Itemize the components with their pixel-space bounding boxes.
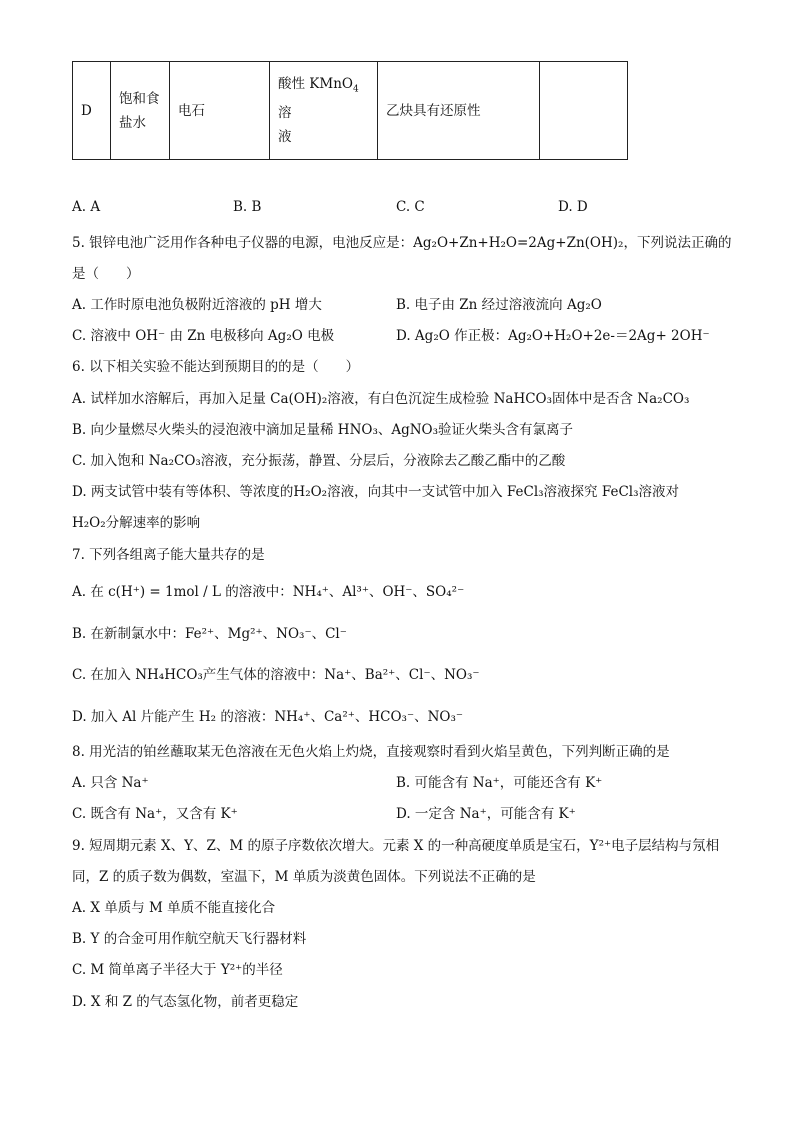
q7-stem: 7. 下列各组离子能大量共存的是	[72, 547, 265, 563]
q6-option-a[interactable]: A. 试样加水溶解后，再加入足量 Ca(OH)₂溶液，有白色沉淀生成检验 NaHCO₃固体中是否含 Na₂CO₃	[72, 391, 690, 407]
table-cell-conclusion: 乙炔具有还原性	[378, 62, 540, 160]
q5-stem-line1: 5. 银锌电池广泛用作各种电子仪器的电源，电池反应是：Ag₂O+Zn+H₂O=2Ag+Zn(OH)₂，下列说法正确的	[72, 235, 732, 251]
table-cell-reagent: 饱和食 盐水	[111, 62, 170, 160]
q7-option-d[interactable]: D. 加入 Al 片能产生 H₂ 的溶液：NH₄⁺、Ca²⁺、HCO₃⁻、NO₃⁻	[72, 709, 464, 725]
q5-option-a[interactable]: A. 工作时原电池负极附近溶液的 pH 增大	[72, 297, 322, 313]
table-cell-solid: 电石	[170, 62, 270, 160]
table-cell-solution: 酸性 KMnO$_4$溶 液	[270, 62, 378, 160]
q7-option-c[interactable]: C. 在加入 NH₄HCO₃产生气体的溶液中：Na⁺、Ba²⁺、Cl⁻、NO₃⁻	[72, 667, 480, 683]
q9-stem-line1: 9. 短周期元素 X、Y、Z、M 的原子序数依次增大。元素 X 的一种高硬度单质是宝石，Y²⁺电子层结构与氖相	[72, 838, 720, 854]
q8-option-d[interactable]: D. 一定含 Na⁺，可能含有 K⁺	[396, 806, 576, 822]
q4-option-a[interactable]: A. A	[72, 199, 101, 215]
q4-option-c[interactable]: C. C	[396, 199, 425, 215]
q6-option-c[interactable]: C. 加入饱和 Na₂CO₃溶液，充分振荡，静置、分层后，分液除去乙酸乙酯中的乙酸	[72, 453, 566, 469]
q4-option-b[interactable]: B. B	[233, 199, 262, 215]
table-cell-empty	[540, 62, 628, 160]
q8-stem: 8. 用光洁的铂丝蘸取某无色溶液在无色火焰上灼烧，直接观察时看到火焰呈黄色，下列判断正确的是	[72, 744, 670, 760]
q8-option-b[interactable]: B. 可能含有 Na⁺，可能还含有 K⁺	[396, 775, 603, 791]
q6-option-d-line1[interactable]: D. 两支试管中装有等体积、等浓度的H₂O₂溶液，向其中一支试管中加入 FeCl₃溶液探究 FeCl₃溶液对	[72, 484, 680, 500]
q5-option-d[interactable]: D. Ag₂O 作正极：Ag₂O+H₂O+2e-＝2Ag+ 2OH⁻	[396, 328, 710, 344]
q9-option-a[interactable]: A. X 单质与 M 单质不能直接化合	[72, 900, 276, 916]
q5-option-b[interactable]: B. 电子由 Zn 经过溶液流向 Ag₂O	[396, 297, 602, 313]
q9-stem-line2: 同，Z 的质子数为偶数，室温下，M 单质为淡黄色固体。下列说法不正确的是	[72, 869, 536, 885]
q7-option-b[interactable]: B. 在新制氯水中：Fe²⁺、Mg²⁺、NO₃⁻、Cl⁻	[72, 626, 347, 642]
q7-option-a[interactable]: A. 在 c(H⁺) = 1mol / L 的溶液中：NH₄⁺、Al³⁺、OH⁻、SO₄²⁻	[72, 584, 465, 600]
q6-stem: 6. 以下相关实验不能达到预期目的的是（ ）	[72, 359, 360, 375]
q4-option-d[interactable]: D. D	[558, 199, 588, 215]
q6-option-d-line2: H₂O₂分解速率的影响	[72, 515, 201, 531]
q8-option-a[interactable]: A. 只含 Na⁺	[72, 775, 149, 791]
q9-option-d[interactable]: D. X 和 Z 的气态氢化物，前者更稳定	[72, 994, 299, 1010]
q6-option-b[interactable]: B. 向少量燃尽火柴头的浸泡液中滴加足量稀 HNO₃、AgNO₃验证火柴头含有氯离子	[72, 422, 574, 438]
answer-table-row-d	[72, 61, 628, 160]
q9-option-c[interactable]: C. M 简单离子半径大于 Y²⁺的半径	[72, 962, 283, 978]
q5-option-c[interactable]: C. 溶液中 OH⁻ 由 Zn 电极移向 Ag₂O 电极	[72, 328, 335, 344]
q5-stem-line2: 是（ ）	[72, 266, 140, 282]
q8-option-c[interactable]: C. 既含有 Na⁺，又含有 K⁺	[72, 806, 238, 822]
q9-option-b[interactable]: B. Y 的合金可用作航空航天飞行器材料	[72, 931, 307, 947]
table-cell-label: D	[73, 62, 111, 160]
